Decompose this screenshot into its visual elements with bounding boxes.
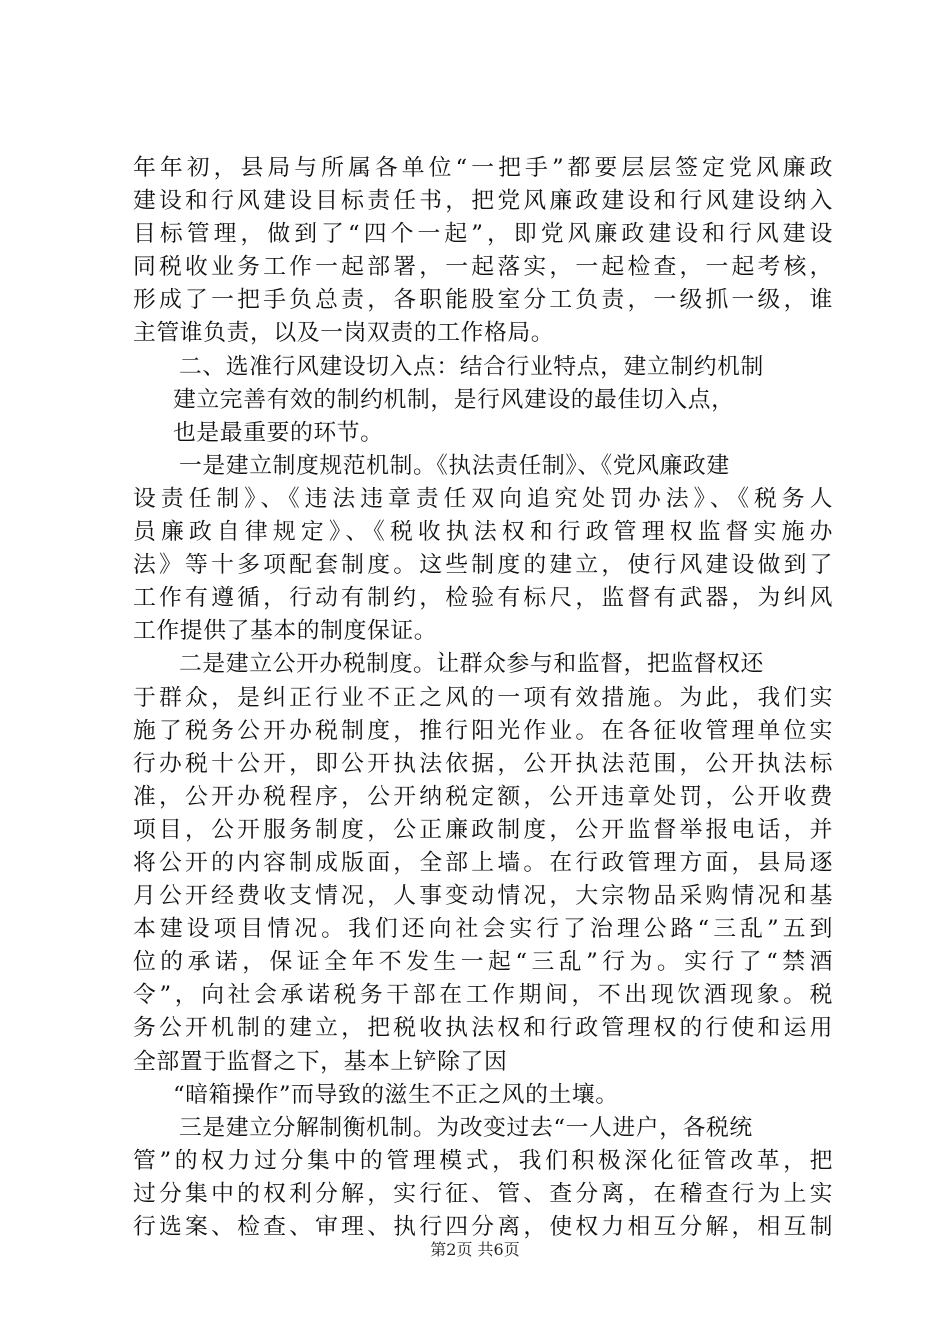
text-line: 将公开的内容制成版面，全部上墙。在行政管理方面，县局逐 xyxy=(133,849,833,876)
text-line: 也是最重要的环节。 xyxy=(173,419,384,446)
text-line: 施了税务公开办税制度，推行阳光作业。在各征收管理单位实 xyxy=(133,717,833,744)
paragraph-start: 二是建立公开办税制度。让群众参与和监督，把监督权还 xyxy=(179,651,764,678)
text-line: 项目，公开服务制度，公正廉政制度，公开监督举报电话，并 xyxy=(133,816,833,843)
text-line: 工作有遵循，行动有制约，检验有标尺，监督有武器，为纠风 xyxy=(133,585,833,612)
text-line: 于群众，是纠正行业不正之风的一项有效措施。为此，我们实 xyxy=(133,684,833,711)
text-line: 位的承诺，保证全年不发生一起“三乱”行为。实行了“禁酒 xyxy=(133,949,833,976)
text-line: 行办税十公开，即公开执法依据，公开执法范围，公开执法标 xyxy=(133,750,833,777)
text-line: 目标管理，做到了“四个一起”，即党风廉政建设和行风建设 xyxy=(133,221,833,248)
section-heading: 二、选准行风建设切入点：结合行业特点，建立制约机制 xyxy=(179,353,764,380)
paragraph-start: 三是建立分解制衡机制。为改变过去“一人进户，各税统 xyxy=(179,1114,753,1141)
text-line: 主管谁负责，以及一岗双责的工作格局。 xyxy=(133,320,555,347)
text-line: 法》等十多项配套制度。这些制度的建立，使行风建设做到了 xyxy=(133,552,833,579)
text-line: 准，公开办税程序，公开纳税定额，公开违章处罚，公开收费 xyxy=(133,783,833,810)
text-line: 设责任制》、《违法违章责任双向追究处罚办法》、《税务人 xyxy=(133,485,833,512)
text-line: 建立完善有效的制约机制，是行风建设的最佳切入点， xyxy=(173,386,735,413)
text-line: 员廉政自律规定》、《税收执法权和行政管理权监督实施办 xyxy=(133,519,833,546)
text-line: 建设和行风建设目标责任书，把党风廉政建设和行风建设纳入 xyxy=(133,188,833,215)
text-line: 本建设项目情况。我们还向社会实行了治理公路“三乱”五到 xyxy=(133,916,833,943)
text-line: 工作提供了基本的制度保证。 xyxy=(133,618,438,645)
text-line: 令”，向社会承诺税务干部在工作期间，不出现饮酒现象。税 xyxy=(133,982,833,1009)
text-line: 形成了一把手负总责，各职能股室分工负责，一级抓一级，谁 xyxy=(133,287,833,314)
paragraph-start: 一是建立制度规范机制。《执法责任制》、《党风廉政建 xyxy=(179,452,730,479)
text-line: 行选案、检查、审理、执行四分离，使权力相互分解，相互制 xyxy=(133,1214,833,1240)
document-body xyxy=(133,152,833,1244)
text-line: “暗箱操作”而导致的滋生不正之风的土壤。 xyxy=(173,1081,619,1108)
text-line: 过分集中的权利分解，实行征、管、查分离，在稽查行为上实 xyxy=(133,1180,833,1207)
text-line: 月公开经费收支情况，人事变动情况，大宗物品采购情况和基 xyxy=(133,883,833,910)
text-line: 全部置于监督之下，基本上铲除了因 xyxy=(133,1048,508,1075)
text-line: 年年初，县局与所属各单位“一把手”都要层层签定党风廉政 xyxy=(133,155,833,181)
text-line: 同税收业务工作一起部署，一起落实，一起检查，一起考核， xyxy=(133,254,833,281)
page-number-footer: 第2页 共6页 xyxy=(430,1240,520,1259)
text-line: 务公开机制的建立，把税收执法权和行政管理权的行使和运用 xyxy=(133,1015,833,1042)
text-line: 管”的权力过分集中的管理模式，我们积极深化征管改革，把 xyxy=(133,1147,833,1174)
